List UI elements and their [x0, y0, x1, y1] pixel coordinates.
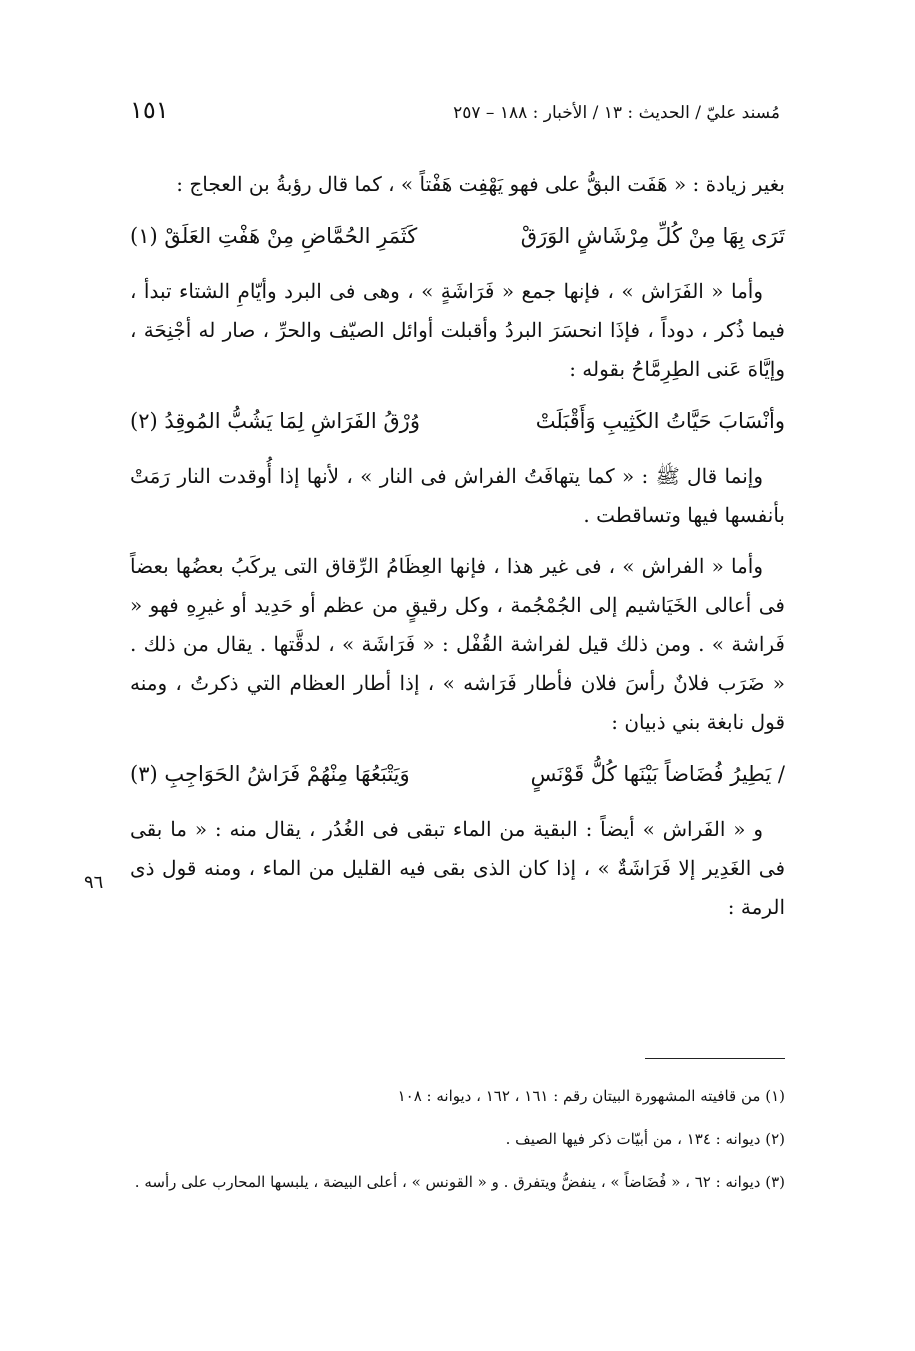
footnote-1: (١) من قافيته المشهورة البيتان رقم : ١٦١ ، ١٦٢ ، ديوانه : ١٠٨ — [397, 1087, 785, 1105]
verse-1-first-hemistich: تَرَى بِهَا مِنْ كُلِّ مِرْشَاشٍ الوَرَقْ — [520, 224, 785, 248]
footnote-2: (٢) ديوانه : ١٣٤ ، من أبيّات ذكر فيها الصيف . — [505, 1130, 785, 1148]
paragraph-3: وإنما قال ﷺ : « كما يتهافَتُ الفراش فى النار » ، لأنها إذا أُوقدت النار رَمَتْ بأنفسها فيها وتساقطت . — [130, 464, 785, 527]
running-title: مُسند عليّ / الحديث : ١٣ / الأخبار : ١٨٨ – ٢٥٧ — [453, 103, 780, 123]
margin-reference-number: ٩٦ — [84, 872, 104, 893]
verse-2 — [130, 401, 785, 441]
paragraph-2: وأما « الفَرَاش » ، فإنها جمع « فَرَاشَةٍ » ، وهى فى البرد وأيّامِ الشتاء تبدأ ، فيما ذُكر ، دوداً ، فإذَا انحسَرَ البردُ وأقبلت أوائل الصيّف والحرِّ ، صار له أجْنِحَة ، وإيَّاهَ عَنى الطِرِمَّاحُ بقوله : — [130, 279, 785, 381]
verse-3 — [130, 754, 785, 794]
footnote-3: (٣) ديوانه : ٦٢ ، « فُضَاضاً » ، ينفضُّ ويتفرق . و « القونس » ، أعلى البيضة ، يلبسها المحارب على رأسه . — [134, 1173, 785, 1191]
verse-1 — [130, 216, 785, 256]
verse-1-second-hemistich: كَثَمَرِ الحُمَّاضِ مِنْ هَفْتِ العَلَقْ (١) — [130, 224, 418, 248]
footnotes — [130, 1082, 785, 1211]
main-text — [130, 165, 785, 939]
paragraph-1: بغير زيادة : « هَفَت البقُّ على فهو يَهْفِت هَفْتاً » ، كما قال رؤبةُ بن العجاج : — [176, 172, 785, 196]
paragraph-4: وأما « الفراش » ، فى غير هذا ، فإنها العِظَامُ الرِّقاق التى يركَبُ بعضُها بعضاً فى أعالى الخَيَاشيم إلى الجُمْجُمة ، وكل رقيقٍ من عظم أو حَدِيد أو غيرِهِ فهو « فَراشة » . ومن ذلك قيل لفراشة القُفْل : « فَرَاشَة » ، لدقَّتها . يقال من ذلك . « ضَرَب فلانٌ رأسَ فلان فأطار فَرَاشه » ، إذا أطار العظام التي ذكرتُ ، ومنه قول نابغة بني ذبيان : — [130, 554, 785, 734]
verse-2-first-hemistich: وأنْسَابَ حَيَّاتُ الكَثِيبِ وَأَقْبَلَتْ — [535, 409, 785, 433]
page-header — [130, 96, 780, 124]
page-number: ١٥١ — [130, 96, 169, 124]
paragraph-5: و « الفَراش » أيضاً : البقية من الماء تبقى فى الغُدُر ، يقال منه : « ما بقى فى الغَدِير إلا فَرَاشَةٌ » ، إذا كان الذى بقى فيه القليل من الماء ، ومنه قول ذى الرمة : — [130, 817, 785, 919]
verse-2-second-hemistich: وُرْقُ الفَرَاشِ لِمَا يَشُبُّ المُوقِدُ (٢) — [130, 409, 420, 433]
footnote-divider — [645, 1058, 785, 1059]
verse-3-first-hemistich: / يَطِيرُ فُضَاضاً بَيْنَها كُلُّ قَوْنَسٍ — [530, 762, 785, 786]
verse-3-second-hemistich: وَيَتْبَعُهَا مِنْهُمْ فَرَاشُ الحَوَاجِبِ (٣) — [130, 762, 410, 786]
